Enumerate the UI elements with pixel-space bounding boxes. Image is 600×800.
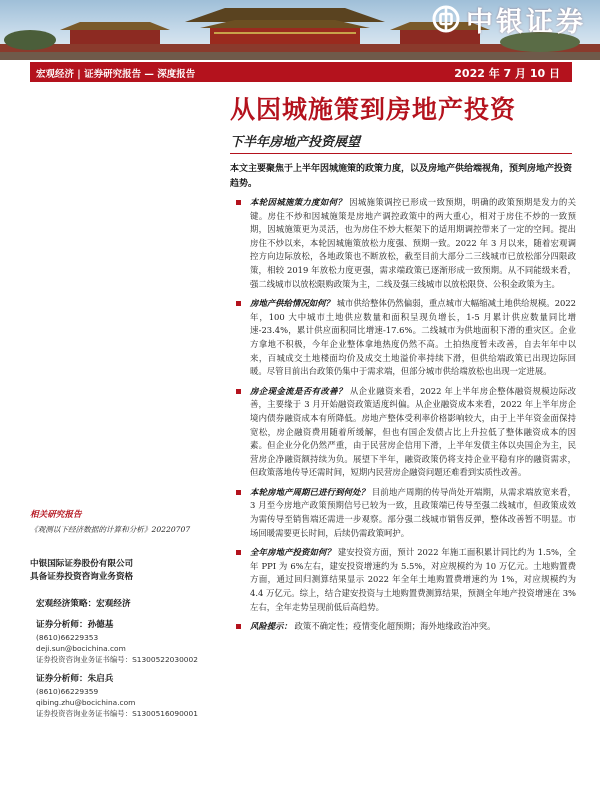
related-reports-heading: 相关研究报告 [30,510,82,520]
header-banner [0,0,600,60]
analyst-card [36,672,198,719]
bullet-square-icon [236,550,241,555]
key-point [236,620,576,634]
report-subtitle: 下半年房地产投资展望 [230,135,361,150]
key-point-heading: 房企现金流是否有改善？ [250,385,347,396]
subtitle-divider [230,153,572,154]
company-qualification: 具备证券投资咨询业务资格 [30,572,134,582]
analyst-phone: (8610)66229353 [36,633,99,642]
key-point [236,486,576,540]
key-point-text: 城市供给整体仍然偏弱，重点城市大幅缩减土地供给规模。2022 年，100 大中城市土地供应数量和面积呈现负增长，1-5 月累计供应数量同比增速-23.4%，累计供应面积同比增速-17.6%。二线城市为供地面积下滑的重灾区。企业方拿地不积极，今年企业整体拿地热度仍然不高。土拍热度暂未改善，自去年年中以来，百城成交土地楼面均价及成交土地溢价率持续下滑，但供给端政策已出现边际回暖。尽管目前出台政策仍集中于需求端，但部分城市供给端放松也出现一定进展。 [250,298,577,377]
related-report-link[interactable]: 《观测以下经济数据的计算和分析》20220707 [30,525,191,534]
bank-of-china-logo-icon [432,5,460,33]
brand-logo [432,2,586,36]
team-name: 宏观经济策略：宏观经济 [36,599,131,609]
company-name: 中银国际证券股份有限公司 [30,559,134,569]
key-point-heading: 房地产供给情况如何？ [250,298,334,309]
analyst-certificate: 证券投资咨询业务证书编号：S1300516090001 [36,709,198,718]
company-info [30,558,133,584]
analyst-phone: (8610)66229359 [36,687,99,696]
key-point-heading: 风险提示： [250,621,292,632]
key-point-text: 因城施策调控已形成一致预期，明确的政策预期是发力的关键。房住不炒和因城施策是房地产调控政策中的两大重心，相对于房住不炒的一致预期，因城施策更为灵活，也为房住不炒大框架下的适用期调控带来了一定的空间。提出房住不炒以来，本轮因城施策放松力度强、预期一致。2022 年 3 月以来，随着宏观调控方向边际放松，各地政策也不断放松，截至目前大部分二三线城市已放松部分四限政策，相较 2019 年放松力度更强，需求端政策已逐渐形成一致预期。从不同能级来看，强二线城市以放松限购政策为主，二线及强三线城市以放松限贷、公积金政策为主。 [250,197,576,289]
analyst-email[interactable]: deji.sun@bocichina.com [36,644,126,653]
analyst-email[interactable]: qibing.zhu@bocichina.com [36,698,136,707]
key-point-text: 目前地产周期的传导尚处开端期，从需求端放宽来看，3 月至今房地产政策预期信号已较为一致，且政策端已传导至强二线城市，但政策成效为需传导至销售端还需进一步观察。部分强二线城市销售反弹，整体改善暂不明显。市场回暖需要更长时间，后续仍需政策呵护。 [250,486,576,538]
bullet-square-icon [236,200,241,205]
key-points-list [236,196,576,640]
key-point-text: 政策不确定性；疫情变化超预期；海外地缘政治冲突。 [294,621,496,632]
key-point [236,297,576,379]
key-point-heading: 本轮房地产周期已进行到何处？ [250,486,370,497]
analyst-certificate: 证券投资咨询业务证书编号：S1300522030002 [36,655,198,664]
report-category-bar [30,62,572,82]
report-title: 从因城施策到房地产投资 [230,95,517,124]
analyst-name: 证券分析师：孙德基 [36,620,114,630]
key-point [236,385,576,480]
report-date: 2022 年 7 月 10 日 [454,67,560,80]
bullet-square-icon [236,301,241,306]
report-intro: 本文主要聚焦于上半年因城施策的政策力度，以及房地产供给端视角，预判房地产投资趋势。 [230,164,573,189]
brand-name: 中银证券 [466,6,586,38]
report-category: 宏观经济 | 证券研究报告 — 深度报告 [36,69,196,80]
bullet-square-icon [236,624,241,629]
key-point [236,196,576,291]
bullet-square-icon [236,490,241,495]
key-point-heading: 本轮因城施策力度如何？ [250,197,347,207]
key-point-text: 建安投资方面，预计 2022 年施工面积累计同比约为 1.5%，全年 PPI 为 6%左右，建安投资增速约为 5.5%，对应规模约为 10 万亿元。土地购置费方面，通过回归测算结果显示 2022 年全年土地购置费增速约为 1%，对应规模约为 4.4 万亿元。综上，结合建安投资与土地购置费测算结果，预测全年地产投资增速在 3%左右，全年走势呈现前低后高趋势。 [250,547,576,612]
analyst-name: 证券分析师：朱启兵 [36,674,114,684]
key-point-text: 从企业融资来看，2022 年上半年房企整体融资规模边际改善，主要缘于 3 月开始融资政策适度纠偏。从企业融资成本来看，2022 年上半年房企境内债券融资成本有所降低。房地产整体受利率价格影响较大，由于上半年资金面保持宽松，房企融资费用随着所缓解，但也有国企发债占比上升拉低了整体融资成本的因素。但企业分化仍然严重，由于民营房企信用下滑，上半年发债主体以央国企为主，民营房企净融资额持续为负。展望下半年，融资政策仍将支持企业平稳有序的融资需求，但政策落地传导还需时间，短期内民营房企融资问题还难看到实质性改善。 [250,385,577,478]
key-point-heading: 全年房地产投资如何？ [250,547,336,558]
key-point [236,546,576,614]
analyst-card [36,618,198,665]
bullet-square-icon [236,389,241,394]
